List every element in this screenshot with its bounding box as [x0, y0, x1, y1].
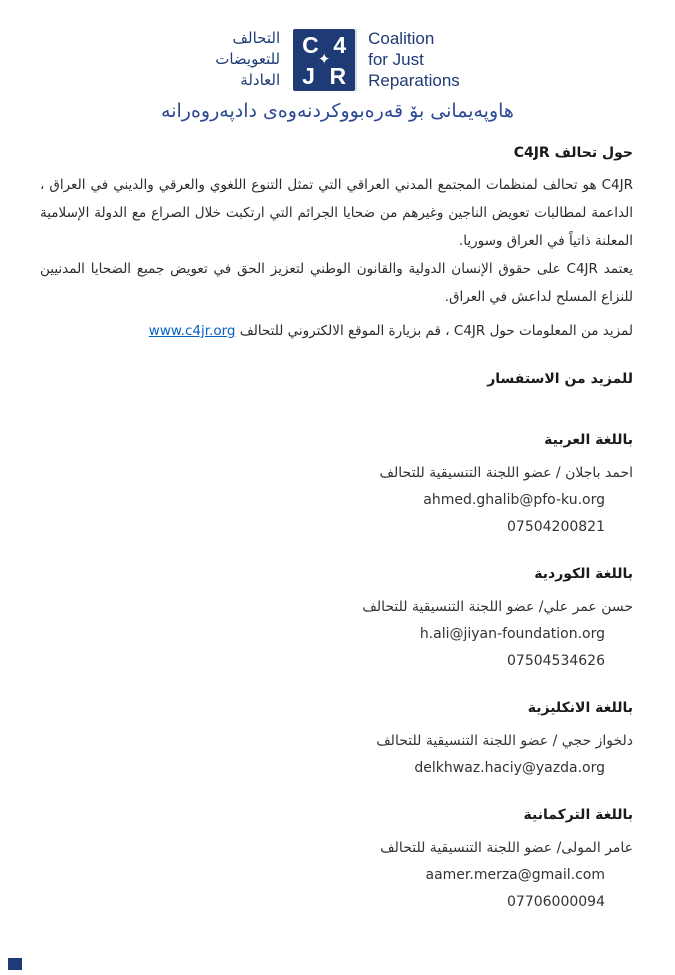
contact-name: حسن عمر علي/ عضو اللجنة التنسيقية للتحالف — [362, 599, 633, 615]
contact-section-turkmen — [40, 802, 633, 916]
contact-language-heading: باللغة العربية — [544, 432, 633, 448]
contact-email: aamer.merza@gmail.com — [425, 867, 605, 883]
logo-letter-4: 4 — [333, 31, 347, 58]
logo-letter-j: J — [302, 62, 315, 89]
kurdish-tagline: هاوپەیمانی بۆ قەرەبووکردنەوەی دادپەروەرانە — [161, 100, 514, 122]
contact-language-heading: باللغة الكوردية — [534, 566, 633, 582]
logo-arabic-line: العادلة — [240, 71, 281, 89]
logo-english-name — [368, 28, 460, 91]
contact-phone: 07504534626 — [507, 653, 605, 669]
c4jr-logo — [0, 0, 675, 91]
logo-english-line: Coalition — [368, 29, 435, 48]
star-icon: ✦ — [317, 49, 331, 68]
contact-language-heading: باللغة التركمانية — [523, 807, 633, 823]
c4jr-logo-mark — [293, 29, 355, 91]
logo-arabic-name — [215, 28, 280, 91]
logo-arabic-line: التحالف — [232, 29, 281, 47]
logo-arabic-line: للتعويضات — [215, 50, 281, 68]
logo-english-line: Reparations — [368, 71, 460, 90]
contact-email: delkhwaz.haciy@yazda.org — [414, 760, 605, 776]
more-info-line — [40, 317, 633, 345]
page-corner-mark — [8, 958, 22, 970]
contact-section-kurdish — [40, 561, 633, 675]
contact-email: h.ali@jiyan-foundation.org — [419, 626, 605, 642]
contact-section-arabic — [40, 427, 633, 541]
contact-name: دلخواز حجي / عضو اللجنة التنسيقية للتحالف — [376, 733, 633, 749]
contact-email: ahmed.ghalib@pfo-ku.org — [423, 492, 605, 508]
logo-english-line: for Just — [368, 50, 424, 69]
more-info-text: لمزيد من المعلومات حول C4JR ، قم بزيارة الموقع الالكتروني للتحالف — [239, 323, 633, 339]
document-body — [0, 145, 675, 916]
logo-letter-c: C — [302, 31, 319, 58]
about-paragraph-1: C4JR هو تحالف لمنظمات المجتمع المدني العراقي التي تمثل التنوع اللغوي والعرقي والديني في العراق ، الداعمة لمطالبات تعويض الناجين وغيرهم من ضحايا الجرائم التي ارتكبت خلال الصراع مع الدولة الإسلامية المعلنة ذاتياً في العراق وسوريا. — [40, 177, 633, 249]
about-paragraph-2: يعتمد C4JR على حقوق الإنسان الدولية والقانون الوطني لتعزيز الحق في تعويض جميع الضحايا المدنيين للنزاع المسلح لداعش في العراق. — [40, 261, 633, 305]
contact-name: عامر المولى/ عضو اللجنة التنسيقية للتحالف — [380, 840, 633, 856]
about-heading: حول تحالف C4JR — [513, 145, 633, 161]
contact-section-english — [40, 695, 633, 782]
inquiries-heading: للمزيد من الاستفسار — [487, 371, 633, 387]
website-link[interactable]: www.c4jr.org — [148, 323, 236, 339]
contact-phone: 07504200821 — [507, 519, 605, 535]
logo-letter-r: R — [329, 62, 347, 89]
contact-language-heading: باللغة الانكليزية — [527, 700, 633, 716]
contact-name: احمد باجلان / عضو اللجنة التنسيقية للتحالف — [379, 465, 633, 481]
contact-phone: 07706000094 — [507, 894, 605, 910]
